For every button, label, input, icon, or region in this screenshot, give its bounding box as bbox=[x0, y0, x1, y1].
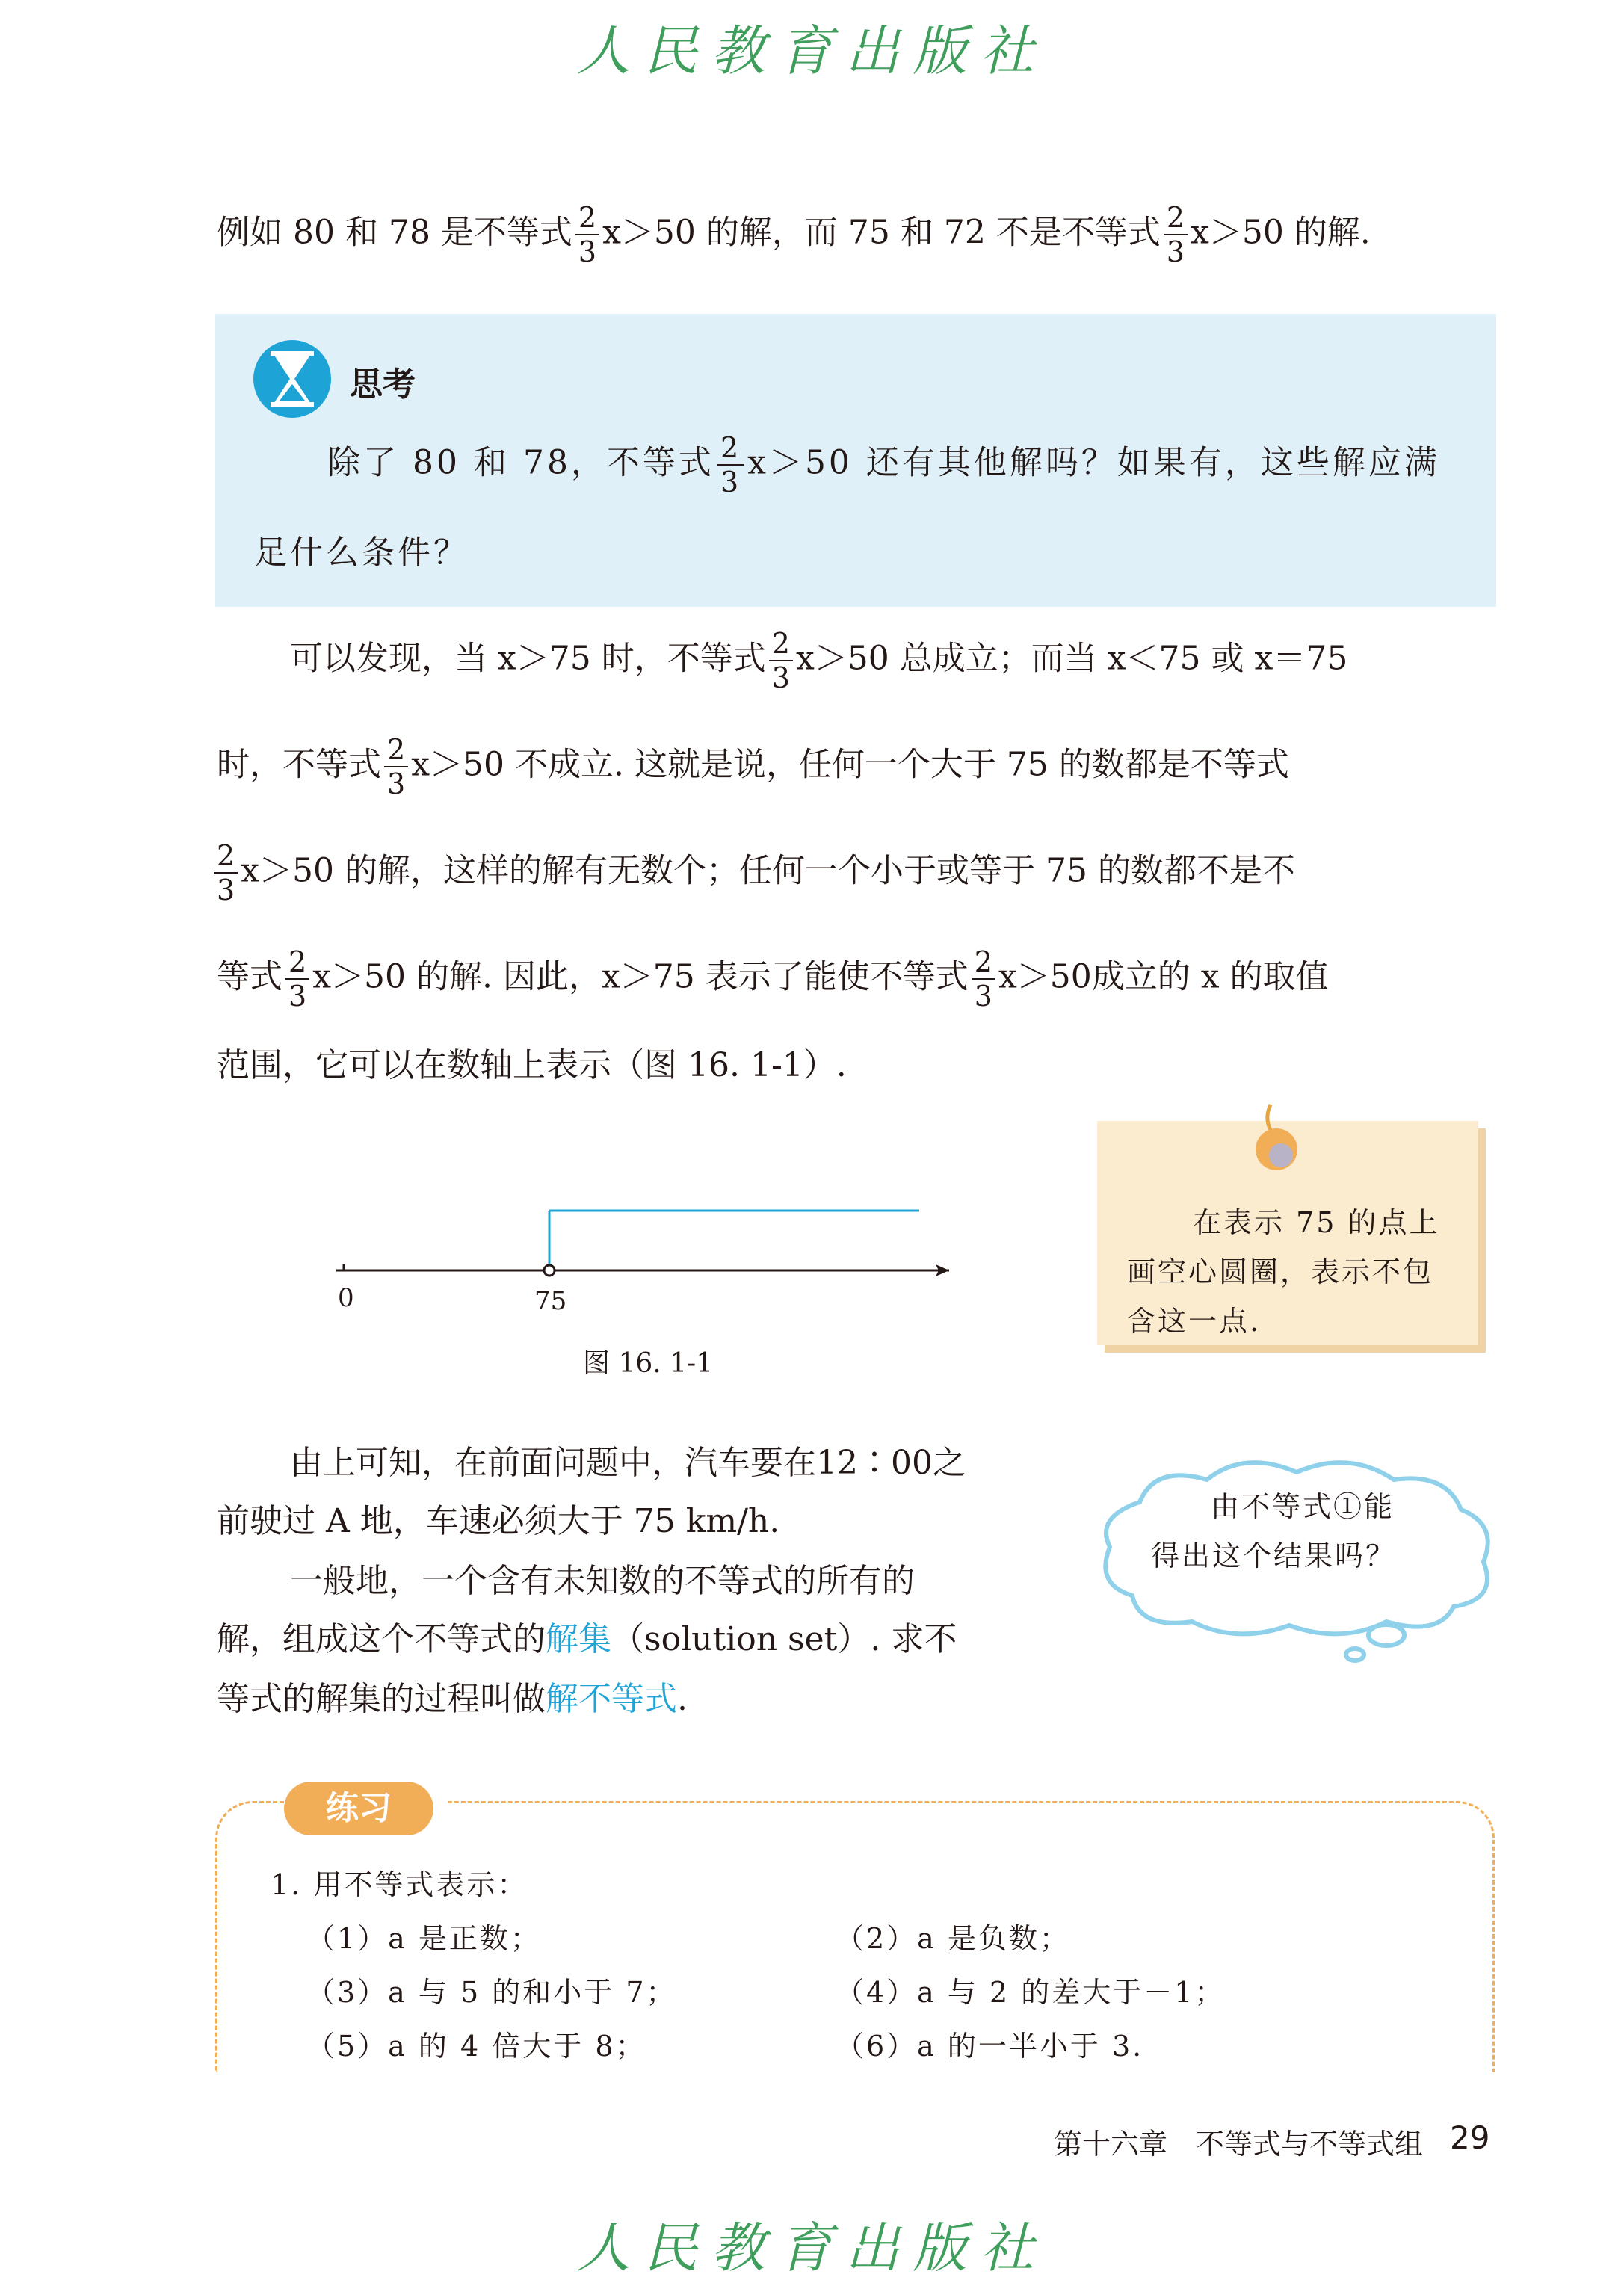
number-line-figure bbox=[321, 1188, 979, 1338]
para2-line4 bbox=[217, 1617, 957, 1662]
para2-line5 bbox=[217, 1677, 688, 1722]
fraction-den: 3 bbox=[217, 874, 235, 906]
text: x＞50 的解. 因此，x＞75 表示了能使不等式 bbox=[312, 957, 969, 996]
body-line4 bbox=[217, 945, 1329, 1013]
tick-label-0: 0 bbox=[338, 1283, 354, 1313]
exercise-item: （2）a 是负数； bbox=[836, 1922, 1070, 1955]
text: 解，组成这个不等式的 bbox=[217, 1620, 546, 1658]
exercise-question-1: 1. 用不等式表示： bbox=[271, 1868, 528, 1901]
fraction-num: 2 bbox=[972, 948, 995, 980]
fraction-den: 3 bbox=[720, 466, 742, 498]
fraction bbox=[214, 841, 238, 904]
fraction-num: 2 bbox=[214, 841, 238, 874]
exercise-item: （5）a 的 4 倍大于 8； bbox=[306, 2030, 646, 2063]
think-title: 思考 bbox=[350, 365, 416, 404]
hourglass-icon bbox=[251, 338, 333, 420]
note-line3: 含这一点. bbox=[1127, 1305, 1262, 1338]
publisher-logo-text: 人民教育出版社 bbox=[576, 2217, 1048, 2279]
publisher-logo-bottom bbox=[0, 2205, 1624, 2279]
text: x＞50 的解. bbox=[1191, 213, 1371, 252]
term-solution-set: 解集 bbox=[546, 1620, 611, 1658]
para2-line1: 由上可知，在前面问题中，汽车要在12∶00之 bbox=[290, 1444, 966, 1482]
fraction-den: 3 bbox=[974, 980, 992, 1013]
text: 等式 bbox=[217, 957, 282, 996]
text: 除了 80 和 78，不等式 bbox=[327, 443, 714, 482]
fraction bbox=[384, 735, 408, 798]
text: x＞50 的解，这样的解有无数个；任何一个小于或等于 75 的数都不是不 bbox=[241, 851, 1295, 890]
text: 等式的解集的过程叫做 bbox=[217, 1680, 546, 1718]
body-line1 bbox=[290, 629, 1347, 692]
page-number: 29 bbox=[1450, 2119, 1490, 2156]
fraction-den: 3 bbox=[578, 235, 597, 268]
fraction-num: 2 bbox=[769, 629, 793, 661]
body-line5: 范围，它可以在数轴上表示（图 16. 1-1）. bbox=[217, 1046, 847, 1084]
exercise-item: （6）a 的一半小于 3. bbox=[836, 2030, 1144, 2063]
fraction-den: 3 bbox=[771, 661, 790, 694]
cloud-line2: 得出这个结果吗？ bbox=[1151, 1539, 1397, 1572]
fraction bbox=[717, 433, 744, 496]
note-line1: 在表示 75 的点上 bbox=[1193, 1206, 1440, 1239]
fraction-num: 2 bbox=[384, 735, 408, 767]
publisher-logo-text: 人民教育出版社 bbox=[576, 19, 1048, 82]
text: 可以发现，当 x＞75 时，不等式 bbox=[290, 639, 766, 678]
fraction-num: 2 bbox=[285, 948, 309, 980]
fraction bbox=[769, 629, 793, 692]
text: x＞50 的解，而 75 和 72 不是不等式 bbox=[602, 213, 1161, 252]
term-solve-inequality: 解不等式 bbox=[546, 1680, 677, 1718]
text: . bbox=[677, 1680, 688, 1718]
body-line3 bbox=[211, 841, 1295, 904]
fraction-num: 2 bbox=[1164, 203, 1188, 235]
think-question-line1 bbox=[327, 433, 1440, 496]
text: 时，不等式 bbox=[217, 745, 381, 784]
body-line2 bbox=[217, 735, 1289, 798]
fraction-num: 2 bbox=[717, 433, 744, 466]
fraction bbox=[285, 945, 309, 1013]
text: 例如 80 和 78 是不等式 bbox=[217, 213, 572, 252]
pushpin-icon bbox=[1241, 1099, 1308, 1181]
open-circle-75 bbox=[544, 1265, 555, 1276]
cloud-line1: 由不等式①能 bbox=[1211, 1490, 1395, 1523]
exercise-item: （1）a 是正数； bbox=[306, 1922, 541, 1955]
exercise-item: （4）a 与 2 的差大于－1； bbox=[836, 1976, 1226, 2009]
para2-line2: 前驶过 A 地，车速必须大于 75 km/h. bbox=[217, 1502, 780, 1540]
publisher-logo bbox=[0, 7, 1624, 82]
text: x＞50成立的 x 的取值 bbox=[998, 957, 1329, 996]
fraction-den: 3 bbox=[288, 980, 307, 1013]
fraction-num: 2 bbox=[575, 203, 599, 235]
fraction-den: 3 bbox=[387, 767, 406, 800]
text: （solution set）. 求不 bbox=[611, 1620, 957, 1658]
exercise-tab: 练习 bbox=[284, 1782, 433, 1835]
para2-line3: 一般地，一个含有未知数的不等式的所有的 bbox=[290, 1562, 915, 1600]
chapter-title: 第十六章 不等式与不等式组 bbox=[1054, 2128, 1424, 2160]
exercise-item: （3）a 与 5 的和小于 7； bbox=[306, 1976, 677, 2009]
text: x＞50 不成立. 这就是说，任何一个大于 75 的数都是不等式 bbox=[411, 745, 1289, 784]
think-box bbox=[215, 314, 1496, 607]
text: x＞50 总成立；而当 x＜75 或 x＝75 bbox=[795, 639, 1348, 678]
tick-label-75: 75 bbox=[534, 1286, 567, 1316]
fraction-den: 3 bbox=[1166, 235, 1185, 268]
fraction bbox=[1164, 203, 1188, 266]
note-line2: 画空心圆圈，表示不包 bbox=[1127, 1255, 1434, 1288]
fraction bbox=[575, 203, 599, 266]
fraction bbox=[972, 945, 995, 1013]
intro-paragraph bbox=[217, 203, 1371, 266]
text: x＞50 还有其他解吗？如果有，这些解应满 bbox=[747, 443, 1440, 482]
think-question-line2: 足什么条件？ bbox=[254, 534, 469, 572]
figure-caption: 图 16. 1-1 bbox=[583, 1348, 714, 1379]
